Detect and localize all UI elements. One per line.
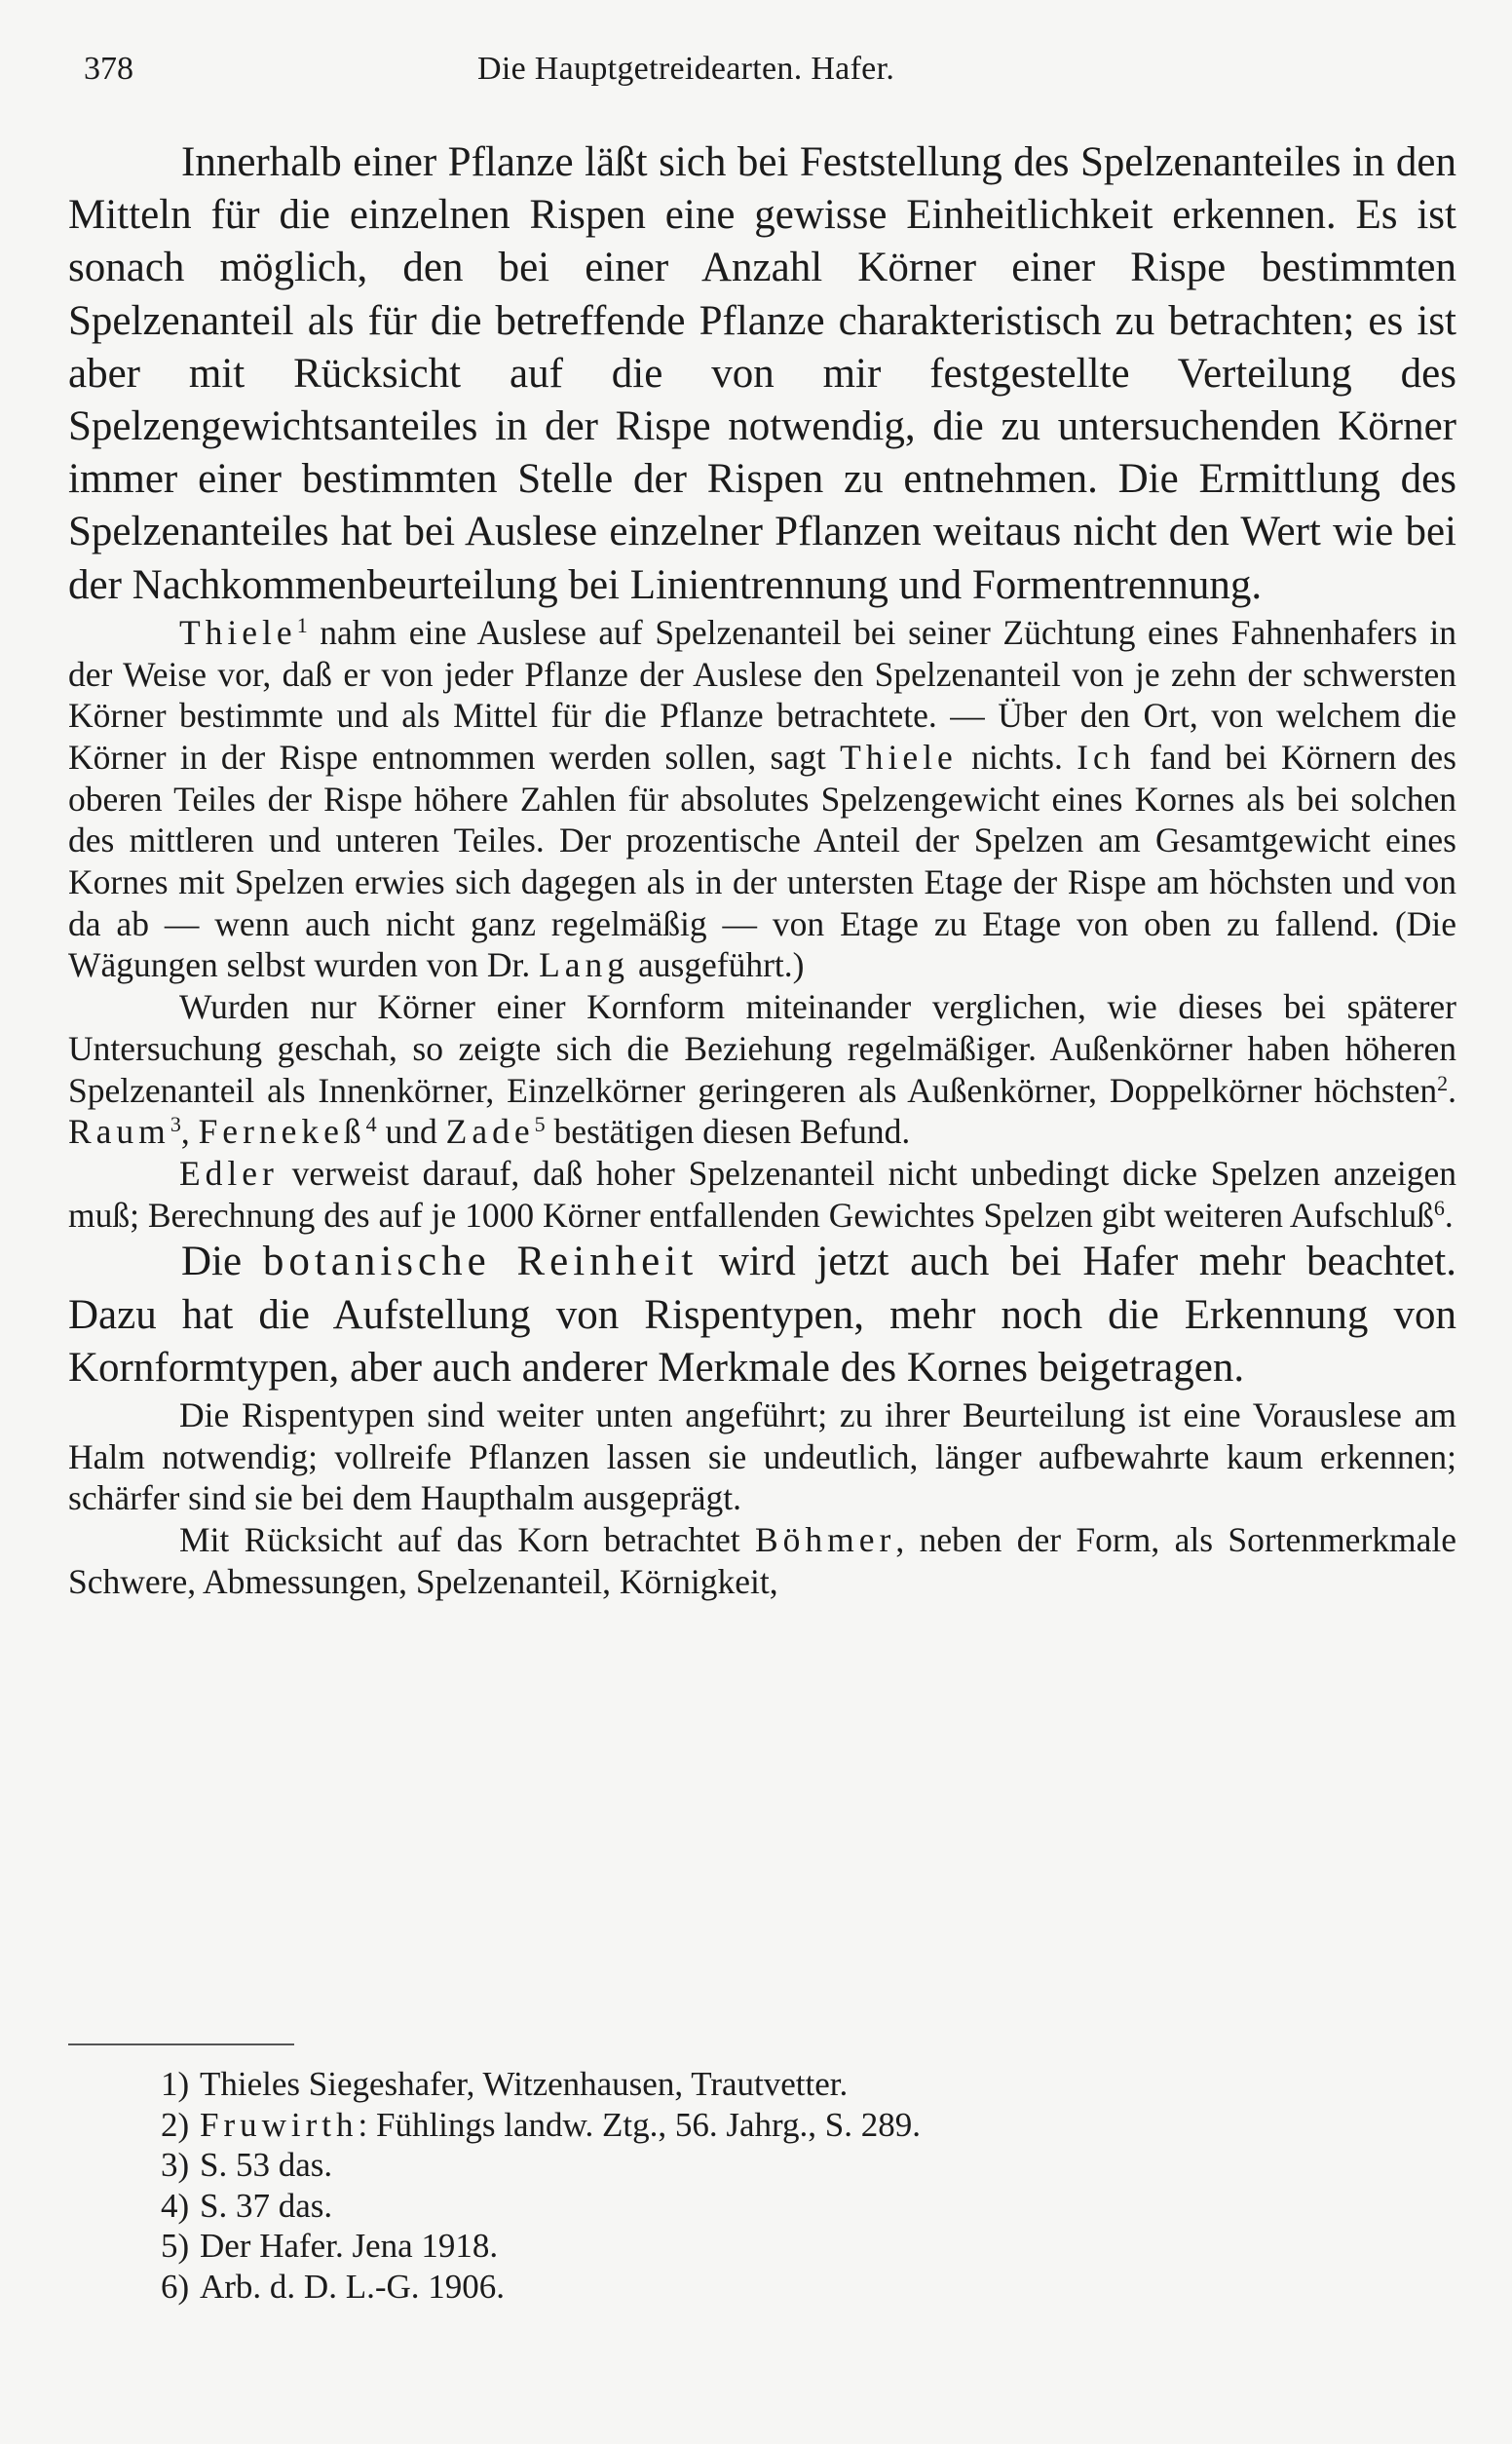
paragraph-5-text: wird jetzt auch bei Hafer mehr beachtet. Dazu hat die Aufstellung von Rispentypen, mehr noch die Erkennung von Kornformtypen, aber auch anderer Merkmale des Kornes beigetragen. xyxy=(68,1239,1457,1391)
paragraph-6: Die Rispentypen sind weiter unten angeführt; zu ihrer Beurteilung ist eine Vorauslese am Halm notwendig; vollreife Pflanzen lassen sie undeutlich, länger aufbewahrte kaum erkennen; schärfer sind sie bei dem Haupthalm ausgeprägt. xyxy=(68,1394,1456,1518)
author-name: Fruwirth xyxy=(200,2105,359,2144)
paragraph-2-text: fand bei Körnern des oberen Teiles der Rispe höhere Zahlen für absolutes Spelzengewicht eines Kornes als bei solchen des mittleren und unteren Teiles. Der prozentische Anteil der Spelzen am Gesamtgewicht eines Kornes mit Spelzen erwies sich dagegen als in der untersten Etage der Rispe am höchsten und von da ab — wenn auch nicht ganz regelmäßig — von Etage zu Etage von oben zu fallend. (Die Wägungen selbst wurden von Dr. xyxy=(68,737,1456,985)
paragraph-2-text: nahm eine Auslese auf Spelzenanteil bei seiner Züchtung eines Fahnenhafers in der Weise vor, daß er von jeder Pflanze der Auslese den Spelzenanteil von je zehn der schwersten Körner bestimmte und als Mittel für die Pflanze betrachtete. — Über den Ort, von welchem die Körner in der Rispe entnommen werden sollen, sagt xyxy=(68,612,1456,777)
footnote-divider xyxy=(68,2043,294,2045)
footnote-6 xyxy=(161,2267,1330,2308)
page-header xyxy=(84,51,1457,101)
footnote-1 xyxy=(161,2064,1330,2105)
paragraph-3 xyxy=(68,986,1456,1153)
footnote-ref: 3 xyxy=(170,1112,181,1137)
paragraph-5 xyxy=(68,1236,1456,1394)
emphasized-term: botanische Reinheit xyxy=(262,1239,699,1285)
footnote-ref: 4 xyxy=(365,1112,377,1137)
footnote-mark: 2) xyxy=(161,2105,190,2144)
paragraph-5-text: Die xyxy=(181,1239,263,1285)
paragraph-4 xyxy=(68,1153,1456,1236)
footnote-mark: 1) xyxy=(161,2065,190,2103)
author-name: Zade xyxy=(445,1112,535,1152)
paragraph-2 xyxy=(68,612,1456,986)
footnote-text: Der Hafer. Jena 1918. xyxy=(200,2227,499,2265)
paragraph-4-text: verweist darauf, daß hoher Spelzenanteil nicht unbedingt dicke Spelzen anzeigen muß; Berechnung des auf je 1000 Körner entfallenden Gewichtes Spelzen gibt weiteren Aufschluß xyxy=(68,1153,1456,1235)
paragraph-2-text: nichts. xyxy=(957,737,1077,777)
footnote-text: : Fühlings landw. Ztg., 56. Jahrg., S. 289. xyxy=(358,2105,922,2144)
paragraph-1: Innerhalb einer Pflanze läßt sich bei Feststellung des Spelzenanteiles in den Mitteln für die einzelnen Rispen eine gewisse Einheitlichkeit erkennen. Es ist sonach möglich, den bei einer Anzahl Körner einer Rispe bestimmten Spelzenanteil als für die betreffende Pflanze charakteristisch zu betrachten; es ist aber mit Rücksicht auf die von mir festgestellte Verteilung des Spelzengewichtsanteiles in der Rispe notwendig, die zu untersuchenden Körner immer einer bestimmten Stelle der Rispen zu entnehmen. Die Ermittlung des Spelzenanteiles hat bei Auslese einzelner Pflanzen weitaus nicht den Wert wie bei der Nachkommenbeurteilung bei Linientrennung und Formentrennung. xyxy=(68,139,1456,608)
footnote-3 xyxy=(161,2145,1330,2186)
paragraph-2-text: ausgeführt.) xyxy=(629,945,805,985)
paragraph-3-text: . xyxy=(1448,1070,1456,1110)
paragraph-7-text: Mit Rücksicht auf das Korn betrachtet xyxy=(179,1520,755,1560)
footnote-ref: 1 xyxy=(296,612,308,637)
footnote-ref: 6 xyxy=(1433,1195,1445,1220)
paragraph-3-text: , xyxy=(180,1112,199,1152)
paragraph-4-text: . xyxy=(1444,1195,1454,1235)
footnotes xyxy=(161,2064,1330,2307)
footnote-4 xyxy=(161,2186,1330,2227)
paragraph-7-text: , neben der Form, als Sortenmerkmale Schwere, Abmessungen, Spelzenanteil, Körnigkeit, xyxy=(68,1520,1456,1601)
paragraph-7 xyxy=(68,1519,1456,1602)
footnote-mark: 6) xyxy=(161,2267,190,2306)
author-name: Thiele xyxy=(840,737,958,777)
footnote-2 xyxy=(161,2105,1330,2146)
paragraph-3-text: Wurden nur Körner einer Kornform miteinander verglichen, wie dieses bei späterer Untersuchung geschah, so zeigte sich die Beziehung regelmäßiger. Außenkörner haben höheren Spelzenanteil als Innenkörner, Einzelkörner geringeren als Außenkörner, Doppelkörner höchsten xyxy=(68,987,1456,1110)
footnote-mark: 5) xyxy=(161,2227,190,2265)
footnote-mark: 3) xyxy=(161,2146,190,2184)
page-number: 378 xyxy=(84,51,133,87)
paragraph-3-text: bestätigen diesen Befund. xyxy=(545,1112,911,1152)
footnote-text: Thieles Siegeshafer, Witzenhausen, Trautvetter. xyxy=(200,2065,849,2103)
body-text xyxy=(68,136,1456,1603)
author-name: Edler xyxy=(179,1153,279,1193)
footnote-mark: 4) xyxy=(161,2186,190,2225)
author-self-reference: Ich xyxy=(1077,737,1136,777)
footnote-text: Arb. d. D. L.-G. 1906. xyxy=(200,2267,506,2306)
author-name: Thiele xyxy=(179,612,297,652)
footnote-ref: 2 xyxy=(1437,1070,1449,1095)
author-name: Lang xyxy=(539,945,630,985)
footnote-text: S. 37 das. xyxy=(200,2186,333,2225)
footnote-ref: 5 xyxy=(534,1112,546,1137)
footnote-5 xyxy=(161,2226,1330,2267)
author-name: Böhmer xyxy=(755,1520,896,1560)
author-name: Fernekeß xyxy=(198,1112,366,1152)
running-title: Die Hauptgetreidearten. Hafer. xyxy=(477,51,895,87)
paragraph-3-text: und xyxy=(376,1112,446,1152)
footnote-text: S. 53 das. xyxy=(200,2146,333,2184)
author-name: Raum xyxy=(68,1112,170,1152)
